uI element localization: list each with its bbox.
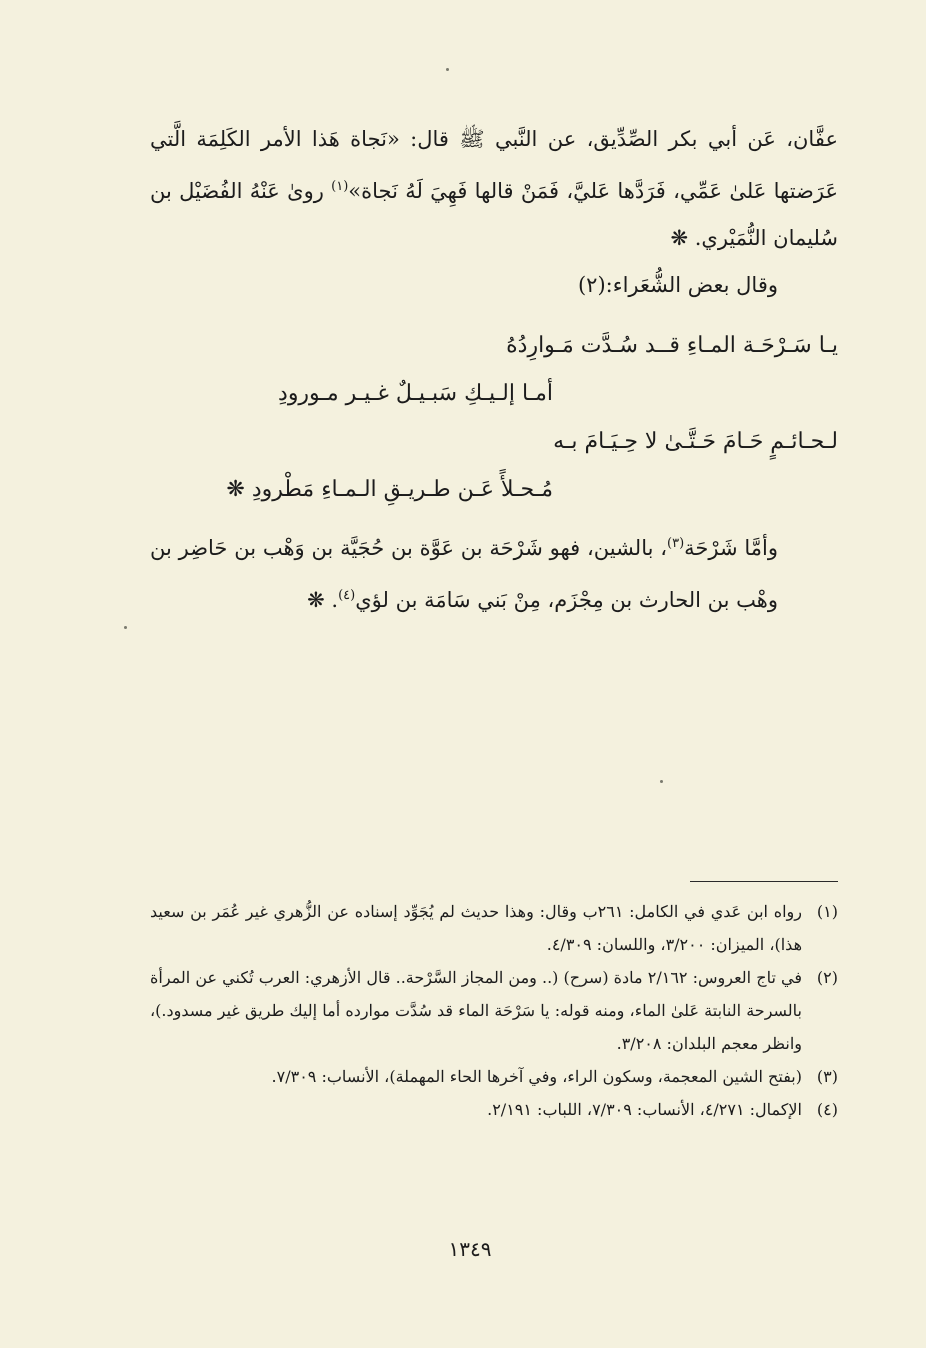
footnote-ref-3: (٣) bbox=[667, 536, 685, 551]
sharha-text-b: ، بالشين، فهو شَرْحَة بن عَوَّة بن حُجَيَّة بن وَهْب بن حَاضِر بن وهْب بن الحارث بن مِجْزَم، مِنْ بَني سَامَة بن لؤي bbox=[150, 536, 778, 612]
footnote-4 bbox=[150, 1093, 838, 1126]
paragraph-hadith-tail: روىٰ عَنْهُ الفُضَيْل بن سُليمان النُّمَيْري. ❋ bbox=[150, 179, 838, 250]
footnote-number: (١) bbox=[816, 902, 838, 921]
footnote-1 bbox=[150, 895, 838, 961]
page-number: ١٣٤٩ bbox=[448, 1237, 492, 1261]
footnote-text: في تاج العروس: ٢/١٦٢ مادة (سرح) (.. ومن المجاز السَّرْحة.. قال الأزهري: العرب تُكني عن المرأة بالسرحة النابتة عَلىٰ الماء، ومنه قوله: يا سَرْحَة الماء قد سُدَّت موارده أما إليك طريق غير مسدود.)، وانظر معجم البلدان: ٣/٢٠٨. bbox=[150, 968, 802, 1053]
footnote-number: (٤) bbox=[816, 1100, 838, 1119]
sharha-text-a: وأمَّا شَرْحَة bbox=[684, 536, 778, 560]
paragraph-sharha bbox=[150, 520, 838, 624]
scan-speck bbox=[660, 780, 663, 783]
footnote-text: رواه ابن عَدي في الكامل: ٢٦١ب وقال: وهذا حديث لم يُجَوِّد إسناده عن الزُّهري غير عُمَر بن سعيد هذا)، الميزان: ٣/٢٠٠، واللسان: ٤/٣٠٩. bbox=[150, 902, 803, 954]
scan-speck bbox=[446, 68, 449, 71]
footnote-text: الإكمال: ٤/٢٧١، الأنساب: ٧/٣٠٩، اللباب: ٢/١٩١. bbox=[487, 1100, 802, 1119]
poem-line-2: أمـا إلـيـكِ سَبـيـلٌ غـيـر مـورودِ bbox=[278, 381, 553, 406]
footnote-divider bbox=[690, 881, 838, 882]
footnote-ref-1: (١) bbox=[331, 179, 349, 194]
scan-speck bbox=[124, 626, 127, 629]
paragraph-hadith bbox=[150, 116, 838, 262]
paragraph-poet-intro bbox=[150, 262, 838, 309]
footnotes bbox=[150, 895, 838, 1126]
footnote-3 bbox=[150, 1060, 838, 1093]
footnote-ref-2: (٢) bbox=[577, 273, 606, 297]
footnote-ref-4: (٤) bbox=[338, 588, 356, 603]
poem-line-4: مُـحـلأً عَـن طـريـقِ الـمـاءِ مَطْرودِ ❋ bbox=[226, 477, 553, 502]
poem-line-1: يـا سَـرْحَـة المـاءِ قــد سُـدَّت مَـوارِدُهُ bbox=[506, 333, 838, 358]
footnote-number: (٣) bbox=[816, 1067, 838, 1086]
footnote-text: (بفتح الشين المعجمة، وسكون الراء، وفي آخرها الحاء المهملة)، الأنساب: ٧/٣٠٩. bbox=[271, 1067, 802, 1086]
paragraph-hadith-text: عفَّان، عَن أبي بكر الصِّدِّيق، عن النَّبي ﷺ قال: «نَجاة هَذا الأمر الكَلِمَة الَّتي عَرَضتها عَلىٰ عَمِّي، فَرَدَّها عَليَّ، فَمَنْ قالها فَهِيَ لَهُ نَجاة» bbox=[150, 127, 838, 203]
sharha-text-c: . ❋ bbox=[307, 588, 339, 612]
footnote-number: (٢) bbox=[816, 968, 838, 987]
poet-intro-text: وقال بعض الشُّعَراء: bbox=[605, 273, 778, 297]
footnote-2 bbox=[150, 961, 838, 1060]
main-text bbox=[150, 116, 838, 309]
poem bbox=[150, 322, 838, 514]
poem-line-3: لـحـائـمٍ حَـامَ حَـتَّـىٰ لا حِـيَـامَ بـه bbox=[553, 429, 838, 454]
